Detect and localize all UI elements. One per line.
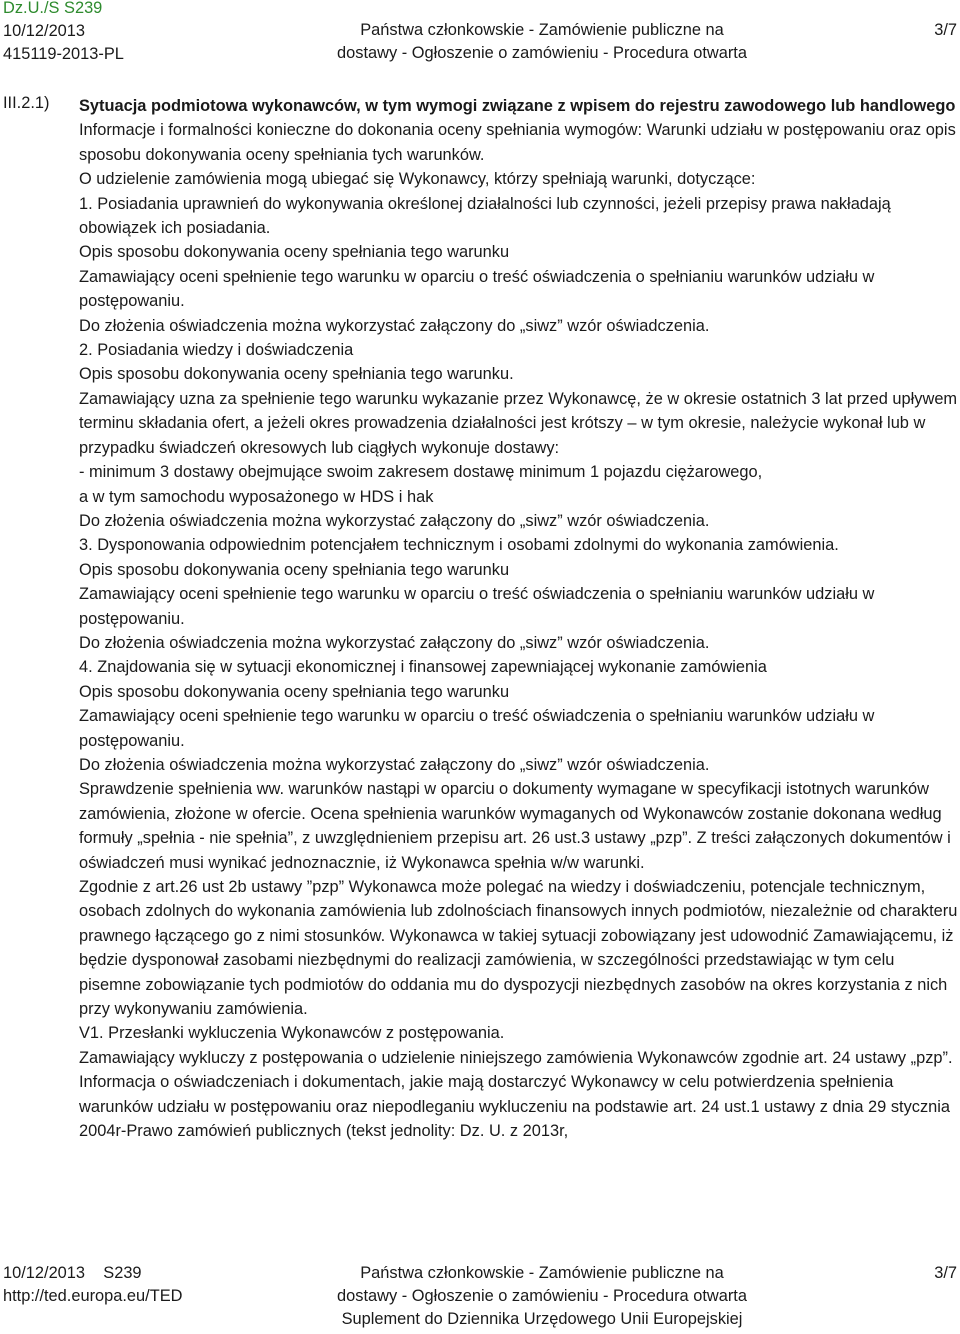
footer-title-line3: Suplement do Dziennika Urzędowego Unii Europejskiej: [341, 1310, 743, 1328]
paragraph: Zamawiający oceni spełnienie tego warunku w oparciu o treść oświadczenia o spełnianiu warunków udziału w postępowaniu.: [79, 707, 875, 750]
header-title-line2: dostawy - Ogłoszenie o zamówieniu - Procedura otwarta: [337, 44, 747, 62]
section-title: Sytuacja podmiotowa wykonawców, w tym wymogi związane z wpisem do rejestru zawodowego lub handlowego: [79, 97, 956, 115]
section-content: [79, 94, 959, 1143]
header-date: 10/12/2013: [3, 22, 86, 40]
header-doc-ref: Dz.U./S S239: [3, 0, 103, 17]
header-doc-id: 415119-2013-PL: [3, 45, 124, 63]
page-header: [0, 0, 960, 70]
paragraph: Zgodnie z art.26 ust 2b ustawy ”pzp” Wykonawca może polegać na wiedzy i doświadczeniu, potencjale technicznym, osobach zdolnych do wykonania zamówienia lub zdolnościach finansowych innych podmiotów, niezależnie od charakteru prawnego łączącego go z nimi stosunków. Wykonawca w takiej sytuacji zobowiązany jest udowodnić Zamawiającemu, iż będzie dysponował zasobami niezbędnymi do realizacji zamówienia, w szczególności przedstawiając w tym celu pisemne zobowiązanie tych podmiotów do oddania mu do dyspozycji niezbędnych zasobów na okres korzystania z nich przy wykonywaniu zamówienia.: [79, 878, 958, 1019]
paragraph: Do złożenia oświadczenia można wykorzystać załączony do „siwz” wzór oświadczenia.: [79, 511, 710, 530]
paragraph: - minimum 3 dostawy obejmujące swoim zakresem dostawę minimum 1 pojazdu ciężarowego,: [79, 463, 763, 482]
paragraph: Do złożenia oświadczenia można wykorzystać załączony do „siwz” wzór oświadczenia.: [79, 633, 710, 652]
paragraph: 2. Posiadania wiedzy i doświadczenia: [79, 341, 354, 360]
footer-title-line2: dostawy - Ogłoszenie o zamówieniu - Procedura otwarta: [337, 1287, 747, 1305]
paragraph: Informacje i formalności konieczne do dokonania oceny spełniania wymogów: Warunki udziału w postępowaniu oraz opis sposobu dokonywania oceny spełniania tych warunków.: [79, 121, 956, 164]
paragraph: 1. Posiadania uprawnień do wykonywania określonej działalności lub czynności, jeżeli przepisy prawa nakładają obowiązek ich posiadania.: [79, 194, 891, 238]
paragraph: Zamawiający wykluczy z postępowania o udzielenie niniejszego zamówienia Wykonawców zgodnie art. 24 ustawy „pzp”.: [79, 1048, 953, 1067]
paragraph: 4. Znajdowania się w sytuacji ekonomicznej i finansowej zapewniającej wykonanie zamówienia: [79, 658, 767, 677]
paragraph: a w tym samochodu wyposażonego w HDS i hak: [79, 487, 434, 506]
footer-url[interactable]: http://ted.europa.eu/TED: [3, 1287, 183, 1305]
header-title: [327, 19, 757, 65]
paragraph: Zamawiający oceni spełnienie tego warunku w oparciu o treść oświadczenia o spełnianiu warunków udziału w postępowaniu.: [79, 267, 875, 311]
paragraph: V1. Przesłanki wykluczenia Wykonawców z postępowania.: [79, 1024, 505, 1043]
page-footer: [0, 1262, 960, 1334]
paragraph: Sprawdzenie spełnienia ww. warunków nastąpi w oparciu o dokumenty wymagane w specyfikacji istotnych warunków zamówienia, złożone w ofercie. Ocena spełnienia warunków wymaganych od Wykonawców zostanie dokonana według formuły „spełnia - nie spełnia”, z uwzględnieniem przepisu art. 26 ust.3 ustawy „pzp”. Z treści załączonych dokumentów i oświadczeń musi wynikać jednoznacznie, iż Wykonawca spełnia w/w warunki.: [79, 780, 951, 872]
footer-title: [327, 1262, 757, 1331]
footer-title-line1: Państwa członkowskie - Zamówienie publiczne na: [360, 1264, 724, 1282]
paragraph: Do złożenia oświadczenia można wykorzystać załączony do „siwz” wzór oświadczenia.: [79, 755, 710, 774]
paragraph: Zamawiający uzna za spełnienie tego warunku wykazanie przez Wykonawcę, że w okresie ostatnich 3 lat przed upływem terminu składania ofert, a jeżeli okres prowadzenia działalności jest krótszy – w tym okresie, należycie wykonał lub w przypadku świadczeń okresowych lub ciągłych wykonuje dostawy:: [79, 389, 958, 457]
footer-issue: S239: [103, 1264, 142, 1282]
paragraph: Opis sposobu dokonywania oceny spełniania tego warunku: [79, 560, 510, 579]
paragraph: Zamawiający oceni spełnienie tego warunku w oparciu o treść oświadczenia o spełnianiu warunków udziału w postępowaniu.: [79, 585, 875, 628]
section-number: III.2.1): [3, 94, 50, 112]
header-left: [3, 0, 124, 66]
paragraph: 3. Dysponowania odpowiednim potencjałem technicznym i osobami zdolnymi do wykonania zamówienia.: [79, 536, 839, 555]
footer-date: 10/12/2013: [3, 1264, 86, 1282]
paragraph: Opis sposobu dokonywania oceny spełniania tego warunku.: [79, 365, 514, 384]
footer-page-number: 3/7: [934, 1264, 957, 1282]
paragraph: O udzielenie zamówienia mogą ubiegać się Wykonawcy, którzy spełniają warunki, dotyczące:: [79, 170, 756, 189]
paragraph: Informacja o oświadczeniach i dokumentach, jakie mają dostarczyć Wykonawcy w celu potwierdzenia spełnienia warunków udziału w postępowaniu oraz niepodleganiu wykluczeniu na podstawie art. 24 ust.1 ustawy z dnia 29 stycznia 2004r-Prawo zamówień publicznych (tekst jednolity: Dz. U. z 2013r,: [79, 1073, 951, 1141]
header-title-line1: Państwa członkowskie - Zamówienie publiczne na: [360, 21, 724, 39]
footer-date-issue: [3, 1262, 183, 1285]
footer-left: [3, 1262, 183, 1308]
paragraph: Opis sposobu dokonywania oceny spełniania tego warunku: [79, 243, 510, 262]
paragraph: Opis sposobu dokonywania oceny spełniania tego warunku: [79, 682, 510, 701]
header-page-number: 3/7: [934, 21, 957, 39]
paragraph: Do złożenia oświadczenia można wykorzystać załączony do „siwz” wzór oświadczenia.: [79, 316, 710, 335]
